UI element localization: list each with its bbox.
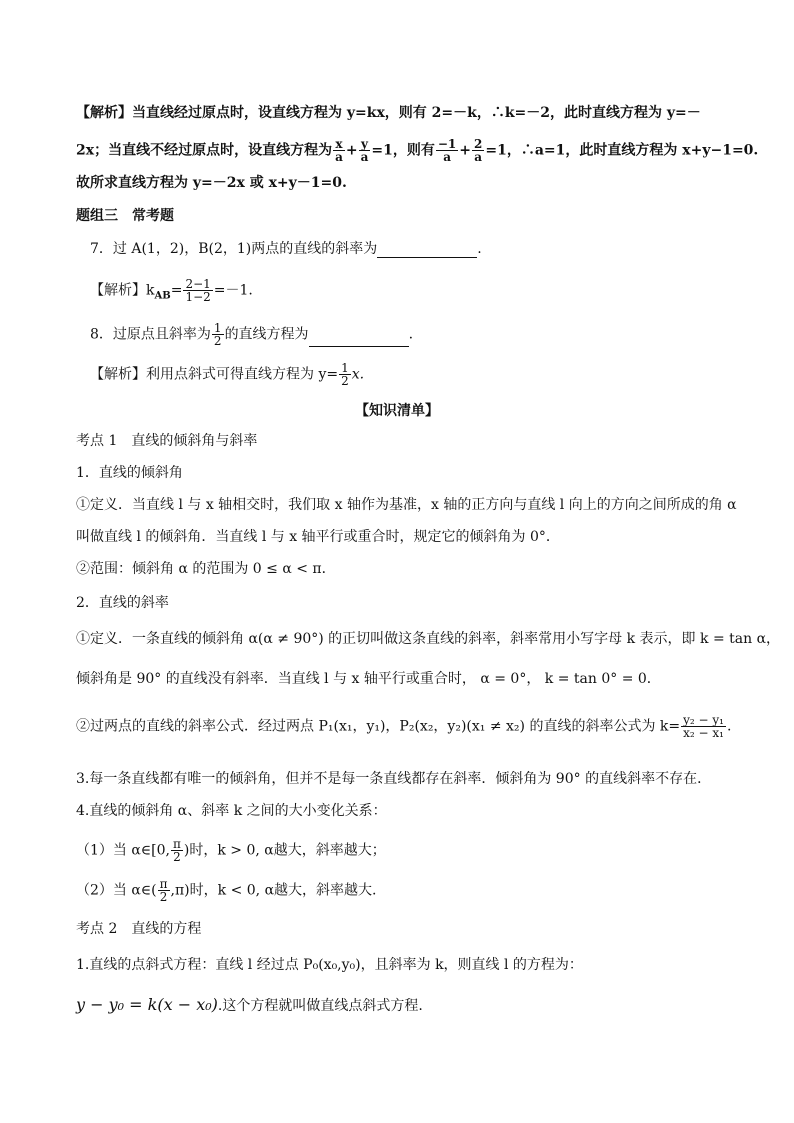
section-2-heading: 2．直线的斜率 <box>76 595 169 611</box>
statement-3: 3.每一条直线都有唯一的倾斜角，但并不是每一条直线都存在斜率．倾斜角为 90° 的直线斜率不存在． <box>76 771 712 787</box>
fraction-half-solution: $\frac{1}{2}$ <box>341 361 349 388</box>
fraction-half: $\frac{1}{2}$ <box>213 321 222 348</box>
range-statement: ②范围：倾斜角 α 的范围为 0 ≤ α < π． <box>76 561 336 577</box>
knowledge-list-title: 【知识清单】 <box>355 403 439 419</box>
slope-formula: ②过两点的直线的斜率公式．经过两点 P₁(x₁，y₁)，P₂(x₂，y₂)(x₁ ≠ x₂) 的直线的斜率公式为 k= $\frac{\text{y₂ − y₁}}{\text{x₂ − x₁}}$ . <box>76 713 732 740</box>
fraction-pi-over-2-a: $\frac{\pi}{2}$ <box>173 837 181 864</box>
point-slope-equation: y − y₀ = k(x − x₀).这个方程就叫做直线点斜式方程. <box>76 995 423 1014</box>
case-1: （1）当 α∈[0, $\frac{\pi}{2}$ )时，k > 0, α越大，斜率越大； <box>76 837 386 864</box>
solution-7: 【解析】$k_{AB}=$ $\frac{2-1}{1-2}$ =－1. <box>90 277 253 304</box>
question-8: 8．过原点且斜率为 $\frac{1}{2}$ 的直线方程为 . <box>90 321 414 348</box>
solution-6-line2: 2x；当直线不经过原点时，设直线方程为 $\frac{x}{a}$ + $\frac{y}{a}$ =1，则有 $\frac{-1}{a}$ + $\frac{2}{a}$ =1，∴a=1，此时直线方程为 x+y−1=0. <box>76 137 759 164</box>
point-slope-definition: 1.直线的点斜式方程：直线 l 经过点 P₀(x₀,y₀)，且斜率为 k，则直线 l 的方程为： <box>76 957 583 973</box>
solution-6-line1: 【解析】当直线经过原点时，设直线方程为 y=kx，则有 2=－k，∴k=－2，此时直线方程为 y=－ <box>76 105 701 121</box>
fraction-x-over-a: $\frac{x}{a}$ <box>335 137 343 164</box>
key-point-2-title: 考点 2 直线的方程 <box>76 921 202 937</box>
fraction-2-over-a: $\frac{2}{a}$ <box>474 137 483 164</box>
statement-4: 4.直线的倾斜角 α、斜率 k 之间的大小变化关系： <box>76 803 387 819</box>
fraction-neg1-over-a: $\frac{-1}{a}$ <box>437 137 457 164</box>
section-1-heading: 1．直线的倾斜角 <box>76 465 183 481</box>
definition-2-line1: ①定义．一条直线的倾斜角 α(α ≠ 90°) 的正切叫做这条直线的斜率，斜率常用小写字母 k 表示，即 k = tan α， <box>76 631 781 647</box>
answer-blank-8[interactable] <box>309 332 409 347</box>
solution-8: 【解析】利用点斜式可得直线方程为 y= $\frac{1}{2}$ x. <box>90 361 365 388</box>
fraction-pi-over-2-b: $\frac{\pi}{2}$ <box>159 877 168 904</box>
definition-1-line1: ①定义．当直线 l 与 x 轴相交时，我们取 x 轴作为基准，x 轴的正方向与直线 l 向上的方向之间所成的角 α <box>76 497 737 513</box>
case-2: （2）当 α∈( $\frac{\pi}{2}$ ,π)时，k < 0, α越大，斜率越大. <box>76 877 377 904</box>
fraction-slope-formula: $\frac{\text{y₂ − y₁}}{\text{x₂ − x₁}}$ <box>683 713 724 740</box>
question-7: 7．过 A(1，2)，B(2，1)两点的直线的斜率为 . <box>90 241 482 257</box>
key-point-1-title: 考点 1 直线的倾斜角与斜率 <box>76 433 258 449</box>
answer-blank-7[interactable] <box>377 243 477 258</box>
fraction-y-over-a: $\frac{y}{a}$ <box>360 137 369 164</box>
definition-1-line2: 叫做直线 l 的倾斜角．当直线 l 与 x 轴平行或重合时，规定它的倾斜角为 0°． <box>76 529 560 545</box>
fraction-slope-7: $\frac{2-1}{1-2}$ <box>185 277 211 304</box>
definition-2-line2: 倾斜角是 90° 的直线没有斜率．当直线 l 与 x 轴平行或重合时， α = 0°， k = tan 0° = 0． <box>76 671 661 687</box>
group-3-title: 题组三 常考题 <box>76 208 174 224</box>
solution-6-line3: 故所求直线方程为 y=－2x 或 x+y－1=0. <box>76 175 347 191</box>
